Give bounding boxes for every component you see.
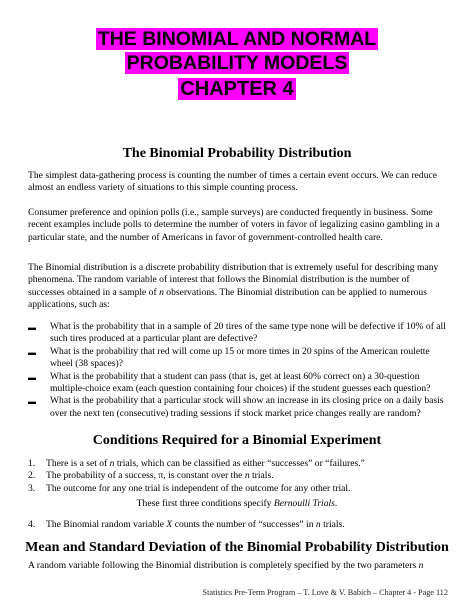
list-item: ▬ What is the probability that in a sample of 20 tires of the same type none will be defective if 10% of all such tires produced at a particular plant are defective? [28,321,446,345]
title-line-2: PROBABILITY MODELS [126,52,348,74]
section-heading-conditions: Conditions Required for a Binomial Experiment [92,433,382,448]
list-item: ▬ What is the probability that red will come up 15 or more times in 20 spins of the American roulette wheel (38 spaces)? [28,345,430,370]
paragraph-mean-sd: A random variable following the Binomial distribution is completely specified by the two parameters n [28,560,424,571]
bullet-icon: ▬ [28,347,36,357]
list-item: 1. There is a set of n trials, which can be classified as either “successes” or “failures.” [28,458,365,469]
bernoulli-note: These first three conditions specify Bernoulli Trials. [136,498,338,509]
list-item: 3. The outcome for any one trial is independent of the outcome for any other trial. [28,482,351,494]
conditions-list [28,458,448,495]
bullet-icon: ▬ [28,372,36,382]
section-heading-mean-sd: Mean and Standard Deviation of the Binomial Probability Distribution [25,540,449,555]
paragraph-3: The Binomial distribution is a discrete probability distribution that is extremely useful for describing many phenomena. The random variable of interest that follows the Binomial distribution is the number of successes obtained in a sample of n observations. The Binomial distribution can be applied to numerous applications, such as: [28,262,439,311]
section-heading-binomial: The Binomial Probability Distribution [122,146,352,161]
title-line-3: CHAPTER 4 [180,78,294,100]
list-item: ▬ What is the probability that a particular stock will show an increase in its closing price on a daily basis over the next ten (consecutive) trading sessions if stock market price changes really are random? [28,395,444,419]
title-line-1: THE BINOMIAL AND NORMAL [97,28,377,50]
application-list [28,321,448,420]
chapter-title [0,28,474,102]
bullet-icon: ▬ [28,397,36,407]
page-footer: Statistics Pre-Term Program – T. Love & V. Babich – Chapter 4 - Page 112 [202,588,448,597]
list-item: ▬ What is the probability that a student can pass (that is, get at least 60% correct on) a 30-question multiple-choice exam (each question containing four choices) if the student guesses each question? [28,370,431,395]
list-item: 2. The probability of a success, π, is constant over the n trials. [28,470,274,482]
paragraph-2: Consumer preference and opinion polls (i.e., sample surveys) are conducted frequently in business. Some recent examples include polls to determine the number of voters in favor of legalizing casino gambling in a particular state, and the number of Americans in favor of government-controlled health care. [28,207,440,243]
list-item: 4. The Binomial random variable X counts the number of “successes” in n trials. [28,519,345,530]
bullet-icon: ▬ [28,323,36,332]
paragraph-1: The simplest data-gathering process is counting the number of times a certain event occurs. We can reduce almost an endless variety of situations to this simple counting process. [28,170,438,194]
condition-4 [28,519,448,531]
